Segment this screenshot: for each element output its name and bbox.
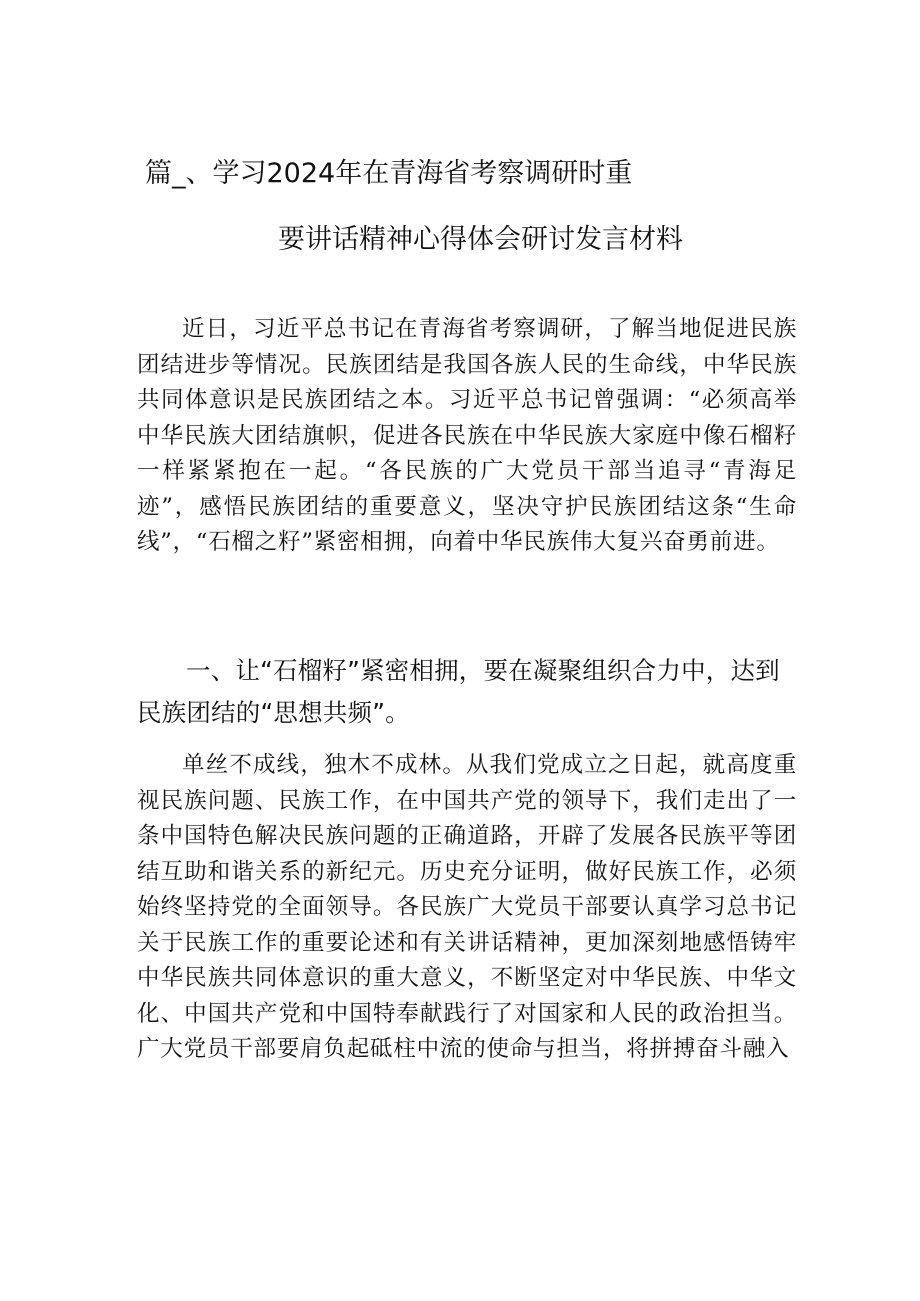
document-title-line-2: 要讲话精神心得体会研讨发言材料 [278,224,683,255]
body-paragraph-1: 单丝不成线，独木不成林。从我们党成立之日起，就高度重视民族问题、民族工作，在中国共产党的领导下，我们走出了一条中国特色解决民族问题的正确道路，开辟了发展各民族平等团结互助和谐关系的新纪元。历史充分证明，做好民族工作，必须始终坚持党的全面领导。各民族广大党员干部要认真学习总书记关于民族工作的重要论述和有关讲话精神，更加深刻地感悟铸牢中华民族共同体意识的重大意义，不断坚定对中华民族、中华文化、中国共产党和中国特奉献践行了对国家和人民的政治担当。广大党员干部要肩负起砥柱中流的使命与担当，将拼搏奋斗融入 [137,752,797,1062]
document-title-line-1: 篇_、学习2024年在青海省考察调研时重 [145,158,633,189]
section-heading-1: 一、让“石榴籽”紧密相拥，要在凝聚组织合力中，达到民族团结的“思想共频”。 [137,656,780,727]
intro-paragraph: 近日，习近平总书记在青海省考察调研，了解当地促进民族团结进步等情况。民族团结是我国各族人民的生命线，中华民族共同体意识是民族团结之本。习近平总书记曾强调：“必须高举中华民族大团结旗帜，促进各民族在中华民族大家庭中像石榴籽一样紧紧抱在一起。“各民族的广大党员干部当追寻“青海足迹”，感悟民族团结的重要意义，坚决守护民族团结这条“生命线”，“石榴之籽”紧密相拥，向着中华民族伟大复兴奋勇前进。 [137,316,797,555]
